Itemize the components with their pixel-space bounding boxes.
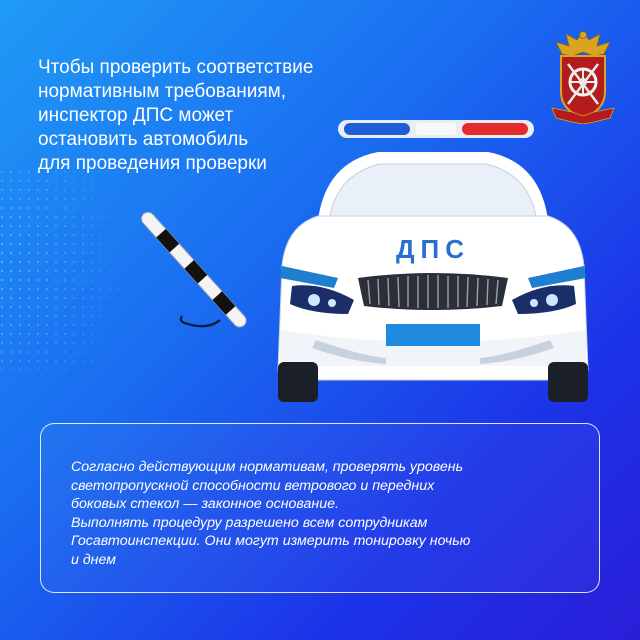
info-paragraph: Выполнять процедуру разрешено всем сотрудникам Госавтоинспекции. Они могут измерить тонировку ночью и днем <box>71 514 471 568</box>
info-box <box>40 423 600 593</box>
gai-emblem-icon <box>544 26 622 124</box>
info-paragraph: Согласно действующим нормативам, проверять уровень светопропускной способности ветрового и передних боковых стекол — законное основание. <box>71 459 464 512</box>
police-baton-icon <box>128 208 258 333</box>
headline: Чтобы проверить соответствие нормативным требованиям, инспектор ДПС может остановить автомобиль для проведения проверки <box>38 57 314 174</box>
police-car-illustration <box>262 118 594 404</box>
car-hood-label: ДПС <box>396 234 470 264</box>
